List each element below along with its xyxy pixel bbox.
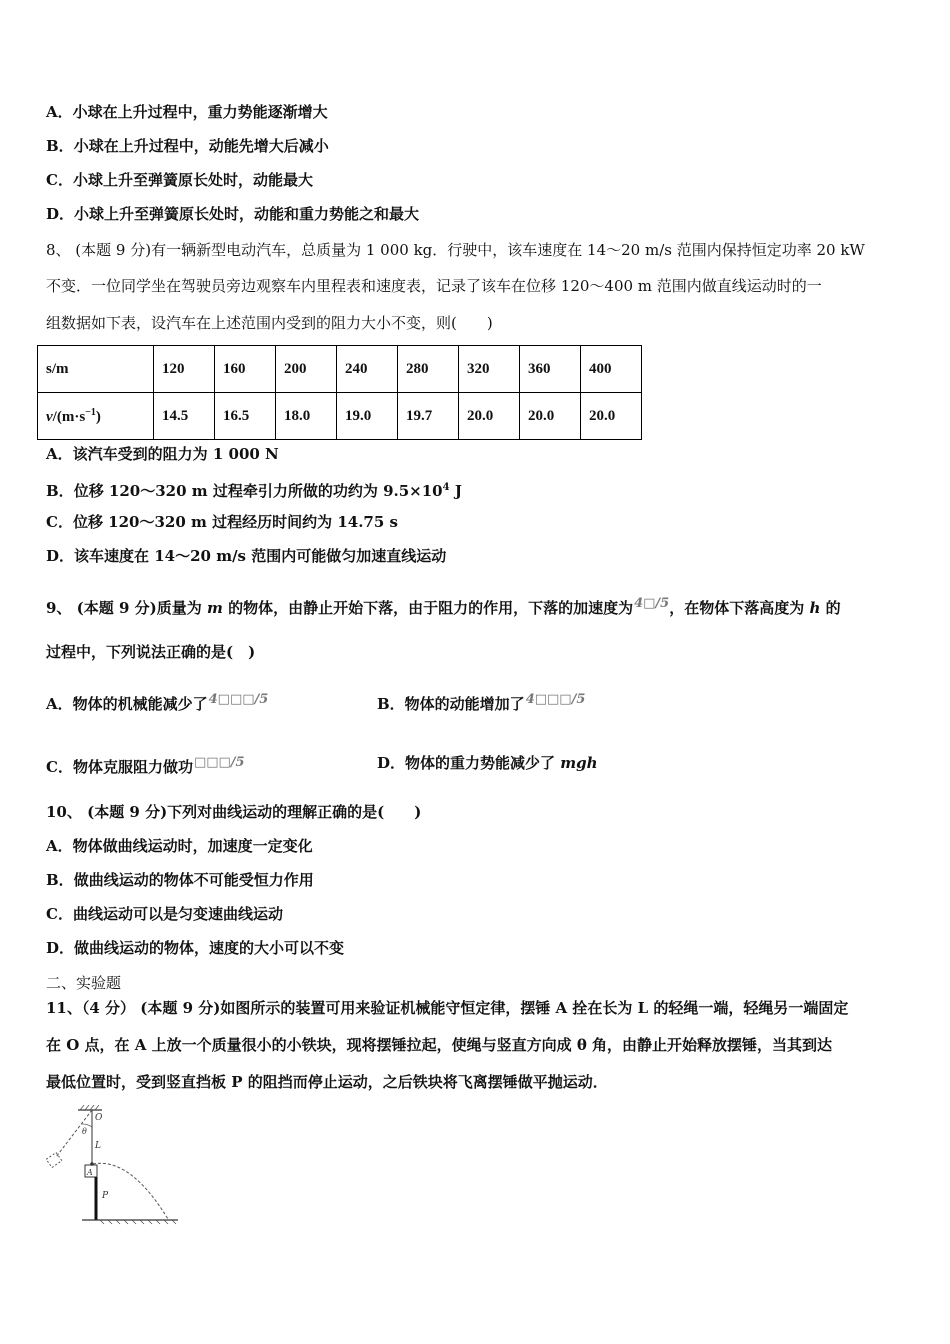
- table-cell: 20.0: [459, 393, 520, 440]
- label-o: O: [95, 1113, 103, 1123]
- q11-stem-line-3: 最低位置时，受到竖直挡板 P 的阻挡而停止运动，之后铁块将飞离摆锤做平抛运动．: [46, 1073, 608, 1091]
- option-letter: D．: [46, 939, 75, 957]
- q8-stem-line-2: 不变．一位同学坐在驾驶员旁边观察车内里程表和速度表，记录了该车在位移 120～400 m 范围内做直线运动时的一: [46, 277, 822, 295]
- q8-option-c: [46, 512, 398, 532]
- q8-option-d: [46, 546, 446, 566]
- option-text: D．物体的重力势能减少了: [377, 754, 561, 772]
- option-text: 物体做曲线运动时，加速度一定变化: [72, 837, 313, 855]
- option-text: 曲线运动可以是匀变速曲线运动: [72, 905, 283, 923]
- q9-option-a: [46, 690, 268, 714]
- q8-option-b: [46, 478, 462, 501]
- bob-displaced: [46, 1152, 62, 1167]
- table-row-s: [38, 346, 642, 393]
- q10-option-a: [46, 836, 313, 856]
- table-header-v: [38, 393, 154, 440]
- var-h: h: [809, 599, 821, 617]
- option-unit: J: [449, 482, 462, 500]
- q9-stem-line-2: 过程中，下列说法正确的是( ): [46, 643, 256, 661]
- ceiling-hatch: [80, 1105, 99, 1110]
- q7-option-d: [46, 204, 419, 224]
- option-text: 做曲线运动的物体不可能受恒力作用: [73, 871, 314, 889]
- formula-image: 4□□□/5: [525, 692, 586, 707]
- q7-option-c: [46, 170, 313, 190]
- q9-text: 的物体，由静止开始下落，由于阻力的作用，下落的加速度为: [222, 599, 634, 617]
- option-text: 该汽车受到的阻力为 1 000 N: [72, 445, 279, 463]
- q10-option-c: [46, 904, 283, 924]
- label-l: L: [95, 1141, 101, 1151]
- table-row-v: [38, 393, 642, 440]
- table-cell: 20.0: [520, 393, 581, 440]
- q8-data-table: [37, 345, 642, 440]
- table-cell: 20.0: [581, 393, 642, 440]
- q9-option-d: [377, 753, 598, 773]
- option-letter: C．: [46, 513, 73, 531]
- q11-stem-line-1: 11、（4 分） (本题 9 分)如图所示的装置可用来验证机械能守恒定律，摆锤 A 拴在长为 L 的轻绳一端，轻绳另一端固定: [46, 999, 849, 1017]
- option-text: C．物体克服阻力做功: [46, 758, 193, 776]
- option-letter: D．: [46, 547, 75, 565]
- q9-option-c: [46, 753, 245, 777]
- table-cell: 16.5: [215, 393, 276, 440]
- unit-text: /(m·s: [52, 408, 86, 425]
- table-cell: 240: [337, 346, 398, 393]
- option-letter: B．: [46, 137, 74, 155]
- table-cell: 19.7: [398, 393, 459, 440]
- table-cell: 360: [520, 346, 581, 393]
- option-letter: B．: [46, 482, 74, 500]
- q8-stem-line-1: 8、 (本题 9 分)有一辆新型电动汽车，总质量为 1 000 kg．行驶中，该车速度在 14～20 m/s 范围内保持恒定功率 20 kW: [46, 241, 865, 259]
- option-letter: A．: [46, 837, 73, 855]
- table-cell: 200: [276, 346, 337, 393]
- table-cell: 18.0: [276, 393, 337, 440]
- option-text: 位移 120～320 m 过程牵引力所做的功约为 9.5×10: [73, 482, 443, 500]
- option-text: 该车速度在 14～20 m/s 范围内可能做匀加速直线运动: [74, 547, 447, 565]
- table-cell: 19.0: [337, 393, 398, 440]
- q11-stem-line-2: 在 O 点，在 A 上放一个质量很小的小铁块，现将摆锤拉起，使绳与竖直方向成 θ 角，由静止开始释放摆锤，当其到达: [46, 1036, 833, 1054]
- var-mgh: mgh: [560, 754, 598, 772]
- pendulum-diagram: [40, 1105, 185, 1225]
- label-p: P: [102, 1191, 109, 1201]
- option-letter: C．: [46, 905, 73, 923]
- unit-exponent: −1: [85, 406, 96, 418]
- var-v: v: [46, 408, 53, 425]
- option-text: 小球在上升过程中，重力势能逐渐增大: [72, 103, 328, 121]
- table-cell: 400: [581, 346, 642, 393]
- q9-option-b: [377, 690, 585, 714]
- option-text: 小球在上升过程中，动能先增大后减小: [73, 137, 329, 155]
- unit-close: ): [95, 408, 101, 425]
- var-m: m: [206, 599, 223, 617]
- q9-stem-line-1: [46, 594, 841, 618]
- table-cell: 120: [154, 346, 215, 393]
- section-title: 二、实验题: [46, 974, 122, 992]
- q8-stem-line-3: 组数据如下表，设汽车在上述范围内受到的阻力大小不变，则( ): [46, 314, 493, 332]
- option-letter: B．: [46, 871, 74, 889]
- q9-text: 9、 (本题 9 分)质量为: [46, 599, 207, 617]
- q10-stem: 10、 (本题 9 分)下列对曲线运动的理解正确的是( ): [46, 803, 422, 821]
- q9-text: ，在物体下落高度为: [669, 599, 810, 617]
- option-letter: A．: [46, 445, 73, 463]
- formula-image: 4□/5: [634, 596, 670, 611]
- q7-option-a: [46, 102, 328, 122]
- option-text: 小球上升至弹簧原长处时，动能最大: [72, 171, 313, 189]
- table-cell: 320: [459, 346, 520, 393]
- label-theta: θ: [82, 1127, 87, 1136]
- option-text: A．物体的机械能减少了: [46, 695, 208, 713]
- option-letter: D．: [46, 205, 75, 223]
- q10-option-b: [46, 870, 314, 890]
- table-cell: 14.5: [154, 393, 215, 440]
- option-letter: A．: [46, 103, 73, 121]
- formula-image: □□□/5: [193, 755, 245, 770]
- table-cell: 160: [215, 346, 276, 393]
- option-text: B．物体的动能增加了: [377, 695, 525, 713]
- q7-option-b: [46, 136, 329, 156]
- option-letter: C．: [46, 171, 73, 189]
- formula-image: 4□□□/5: [208, 692, 269, 707]
- q9-text: 的: [820, 599, 841, 617]
- label-a: A: [87, 1168, 93, 1177]
- option-text: 小球上升至弹簧原长处时，动能和重力势能之和最大: [74, 205, 420, 223]
- option-text: 位移 120～320 m 过程经历时间约为 14.75 s: [72, 513, 398, 531]
- q10-option-d: [46, 938, 344, 958]
- table-cell: 280: [398, 346, 459, 393]
- exponent: 4: [442, 482, 450, 493]
- table-header-s: s/m: [38, 346, 154, 393]
- option-text: 做曲线运动的物体，速度的大小可以不变: [74, 939, 345, 957]
- q8-option-a: [46, 444, 279, 464]
